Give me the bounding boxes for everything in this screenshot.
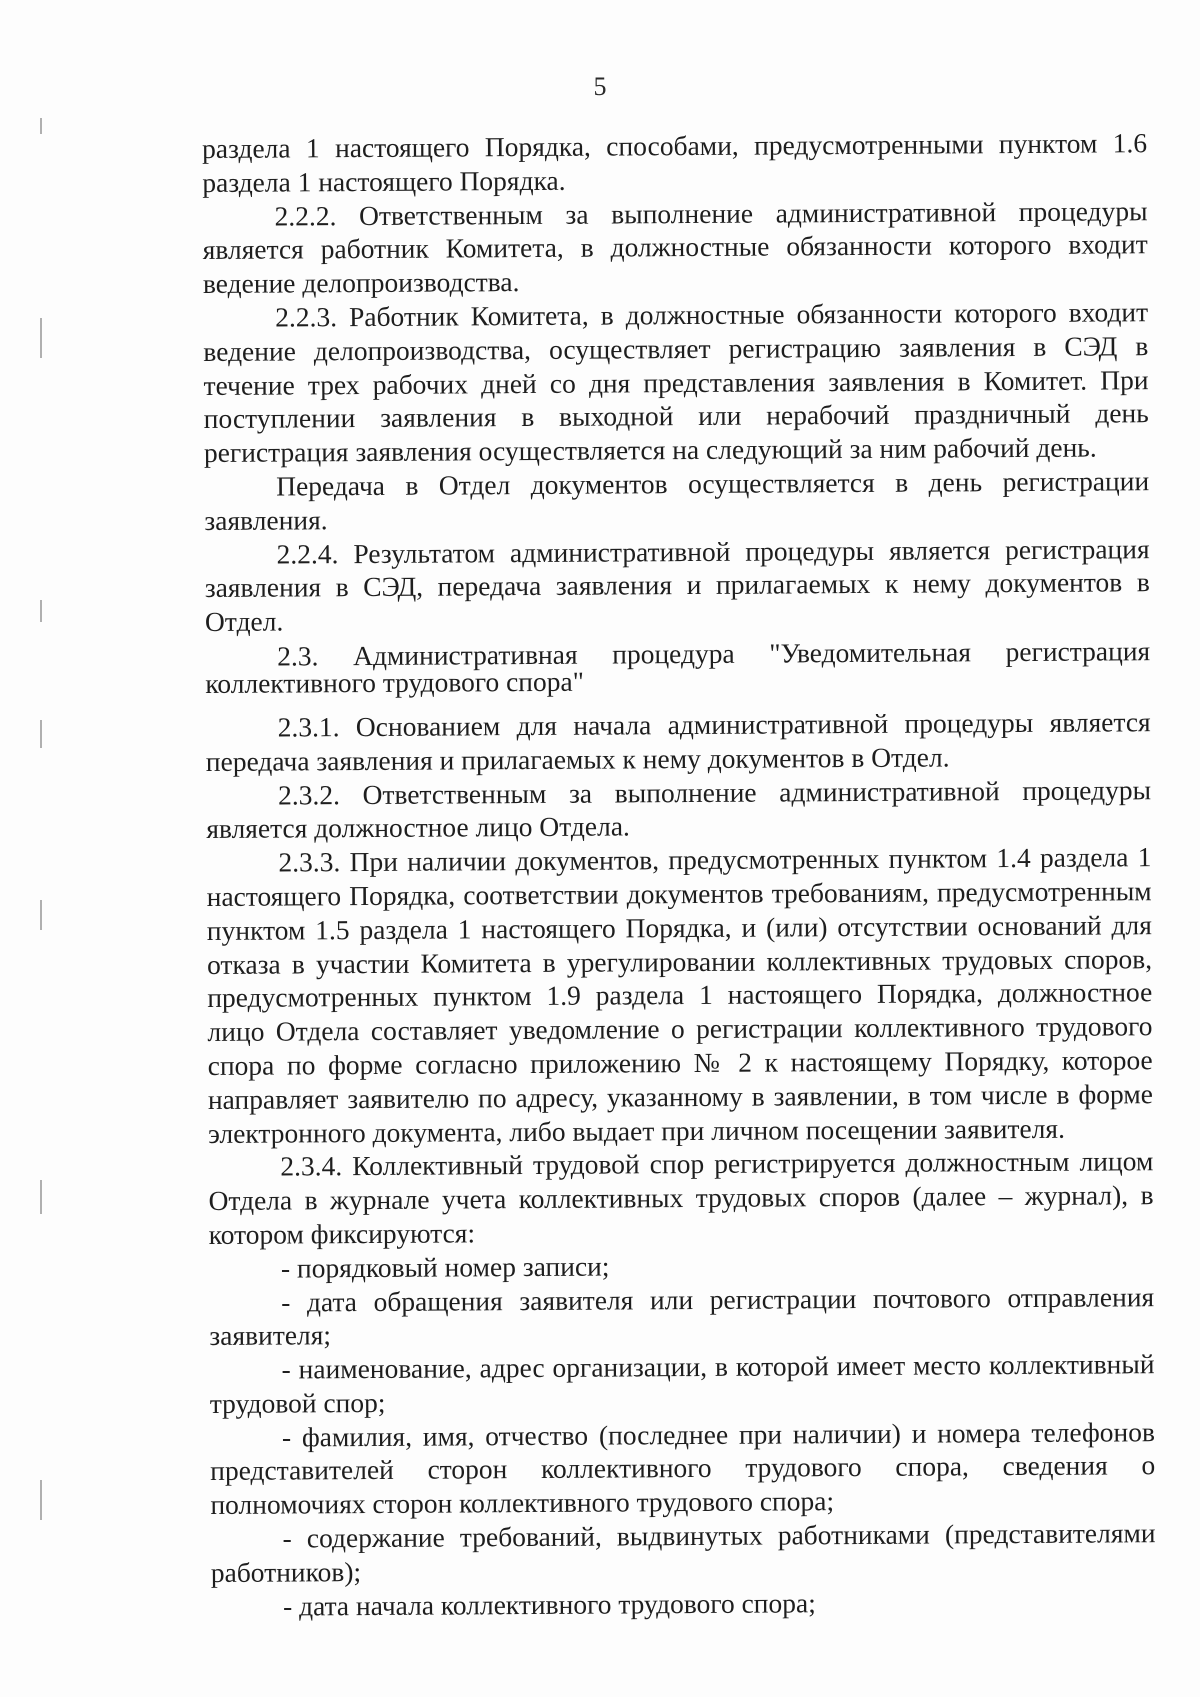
scan-mark (40, 900, 42, 930)
section-heading-number: 2.3. (277, 640, 319, 672)
section-heading-word: Административная (352, 638, 578, 672)
section-heading-line2: коллективного трудового спора" (205, 665, 584, 699)
scan-mark (40, 118, 42, 134)
paragraph: 2.3.2. Ответственным за выполнение административной процедуры является должностное лицо Отдела. (206, 773, 1152, 845)
list-item: - порядковый номер записи; (280, 1250, 610, 1284)
list-item: - наименование, адрес организации, в которой имеет место коллективный трудовой спор; (209, 1348, 1155, 1419)
scan-mark (40, 600, 42, 622)
list-item: - дата начала коллективного трудового спора; (282, 1586, 816, 1622)
list-item: - фамилия, имя, отчество (последнее при наличии) и номера телефонов представителей сторон коллективного трудового спора, сведения о полномочиях сторон коллективного трудового спора; (210, 1415, 1156, 1521)
paragraph: 2.3.4. Коллективный трудовой спор регистрируется должностным лицом Отдела в журнале учета коллективных трудовых споров (далее – журнал), в котором фиксируются: (208, 1145, 1154, 1250)
scan-mark (40, 1180, 42, 1214)
paragraph: 2.2.4. Результатом административной процедуры является регистрация заявления в СЭД, передача заявления и прилагаемых к нему документов в Отдел. (204, 532, 1150, 638)
list-item: - содержание требований, выдвинутых работниками (представителями работников); (210, 1517, 1156, 1588)
paragraph: 2.3.1. Основанием для начала административной процедуры является передача заявления и прилагаемых к нему документов в Отдел. (205, 706, 1151, 777)
list-item: - дата обращения заявителя или регистрации почтового отправления заявителя; (209, 1280, 1155, 1352)
section-heading (205, 637, 1150, 697)
paragraph: раздела 1 настоящего Порядка, способами, предусмотренными пунктом 1.6 раздела 1 настоящего Порядка. (202, 127, 1148, 198)
scan-mark (40, 318, 42, 358)
paragraph: 2.2.2. Ответственным за выполнение административной процедуры является работник Комитета, в должностные обязанности которого входит ведение делопроизводства. (202, 194, 1148, 300)
page-number: 5 (593, 72, 607, 101)
paragraph: Передача в Отдел документов осуществляется в день регистрации заявления. (204, 465, 1150, 536)
scan-mark (40, 720, 42, 748)
section-heading-word: процедура (612, 637, 735, 670)
section-heading-word: "Уведомительная (769, 636, 972, 669)
section-heading-word: регистрация (1005, 635, 1151, 668)
paragraph: 2.3.3. При наличии документов, предусмотренных пунктом 1.4 раздела 1 настоящего Порядка, соответствии документов требованиям, предусмотренным пунктом 1.5 раздела 1 настоящего Порядка, и (или) отсутствии оснований для отказа в участии Комитета в урегулировании коллективных трудовых споров, предусмотренных пунктом 1.9 раздела 1 настоящего Порядка, должностное лицо Отдела составляет уведомление о регистрации коллективного трудового спора по форме согласно приложению № 2 к настоящему Порядку, которое направляет заявителю по адресу, указанному в заявлении, в том числе в форме электронного документа, либо выдает при личном посещении заявителя. (206, 841, 1153, 1149)
scan-mark (40, 1480, 42, 1520)
section-heading-line1 (205, 637, 1150, 670)
scan-edge-marks (40, 0, 60, 1697)
paragraph: 2.2.3. Работник Комитета, в должностные обязанности которого входит ведение делопроизводства, осуществляет регистрацию заявления в СЭД в течение трех рабочих дней со дня представления заявления в Комитет. При поступлении заявления в выходной или нерабочий праздничный день регистрация заявления осуществляется на следующий за ним рабочий день. (203, 296, 1149, 469)
document-body (202, 126, 1156, 1623)
